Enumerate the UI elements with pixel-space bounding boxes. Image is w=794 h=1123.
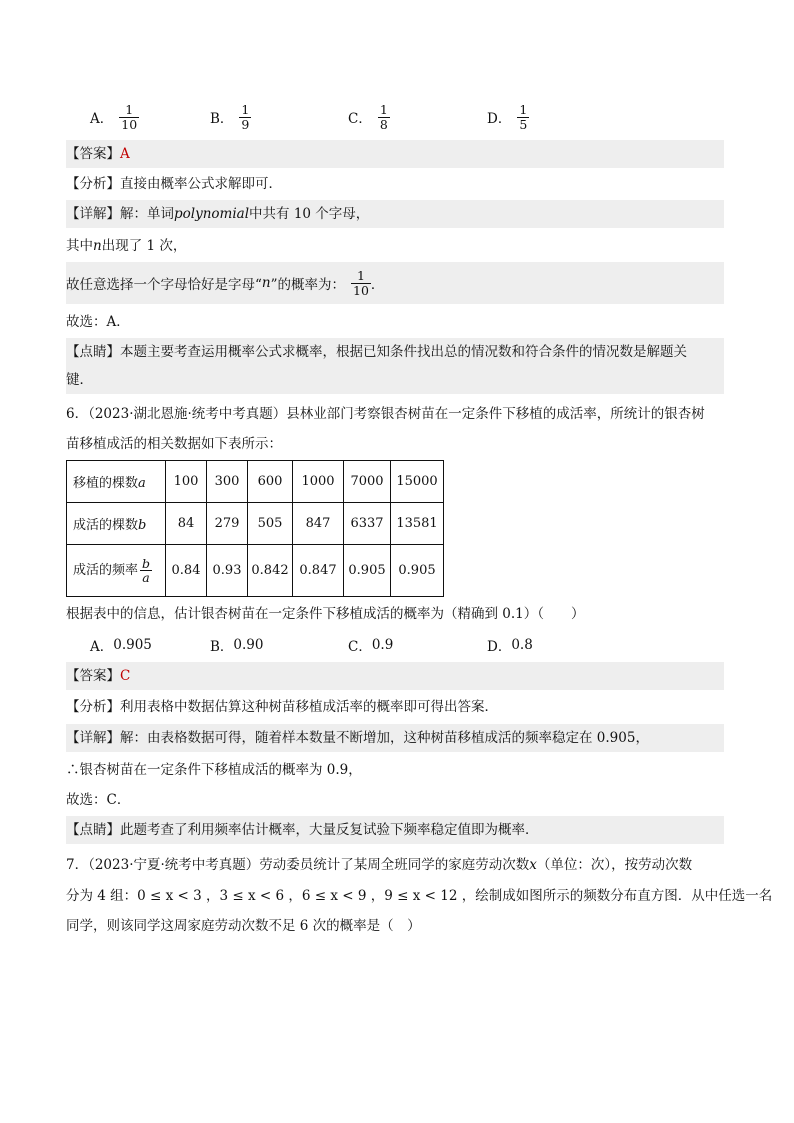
table-cell: 847 <box>293 503 344 545</box>
q6-data-table <box>66 460 444 597</box>
option-fraction: $\frac{1}{8}$ <box>379 102 388 132</box>
q5-analysis: 【分析】直接由概率公式求解即可． <box>66 176 282 192</box>
q6-options <box>90 628 730 662</box>
table-cell: 6337 <box>344 503 391 545</box>
table-cell: 505 <box>248 503 293 545</box>
q5-options <box>90 100 730 134</box>
table-cell: 1000 <box>293 461 344 503</box>
q6-stem-1: 6．（2023·湖北恩施·统考中考真题）县林业部门考察银杏树苗在一定条件下移植的成活率，所统计的银杏树 <box>66 406 705 422</box>
q5-option-d[interactable] <box>487 100 529 134</box>
table-cell: 0.905 <box>391 545 444 597</box>
q5-detail-1: 【详解】解：单词polynomial中共有 10 个字母， <box>66 200 724 228</box>
table-cell: 100 <box>166 461 207 503</box>
q6-detail-1: 【详解】解：由表格数据可得，随着样本数量不断增加，这种树苗移植成活的频率稳定在 0.905， <box>66 724 724 752</box>
q5-answer: 【答案】A <box>66 140 724 168</box>
q6-option-d[interactable]: D． 0.8 <box>487 637 533 655</box>
table-cell: 0.847 <box>293 545 344 597</box>
table-row <box>67 545 444 597</box>
table-cell: 0.905 <box>344 545 391 597</box>
q6-choose: 故选：C． <box>66 792 131 808</box>
q6-option-a[interactable]: A． 0.905 <box>90 637 152 655</box>
q7-stem-3: 同学，则该同学这周家庭劳动次数不足 6 次的概率是（ ） <box>66 918 421 934</box>
q6-question: 根据表中的信息，估计银杏树苗在一定条件下移植成活的概率为（精确到 0.1）（ ） <box>66 606 585 622</box>
row-header: 成活的棵数b <box>67 503 166 545</box>
table-row <box>67 461 444 503</box>
table-cell: 279 <box>207 503 248 545</box>
q6-stem-2: 苗移植成活的相关数据如下表所示： <box>66 436 282 452</box>
q6-detail-2: ∴银杏树苗在一定条件下移植成活的概率为 0.9， <box>66 762 362 778</box>
q6-answer: 【答案】C <box>66 662 724 690</box>
q6-comment: 【点睛】此题考查了利用频率估计概率，大量反复试验下频率稳定值即为概率． <box>66 816 724 844</box>
q5-option-c[interactable] <box>348 100 390 134</box>
q5-detail-2: 其中n出现了 1 次， <box>66 238 187 254</box>
table-cell: 0.93 <box>207 545 248 597</box>
row-header: 成活的频率 $\frac{b}{a}$ <box>67 545 166 597</box>
table-cell: 300 <box>207 461 248 503</box>
option-fraction: $\frac{1}{9}$ <box>241 102 250 132</box>
q6-analysis: 【分析】利用表格中数据估算这种树苗移植成活率的概率即可得出答案． <box>66 699 498 715</box>
table-cell: 0.84 <box>166 545 207 597</box>
option-letter: A． <box>90 111 114 127</box>
q7-stem-2: 分为 4 组：0 ≤ x < 3 ，3 ≤ x < 6 ，6 ≤ x < 9 ，9 ≤ x < 12 ，绘制成如图所示的频数分布直方图．从中任选一名 <box>66 888 773 904</box>
q5-comment-2: 键． <box>66 366 724 394</box>
table-cell: 600 <box>248 461 293 503</box>
q5-detail-3: 故任意选择一个字母恰好是字母“ n ”的概率为： $\frac{1}{10}$ ． <box>66 262 724 304</box>
table-cell: 0.842 <box>248 545 293 597</box>
q7-stem-1: 7．（2023·宁夏·统考中考真题）劳动委员统计了某周全班同学的家庭劳动次数x（单位：次），按劳动次数 <box>66 857 693 873</box>
q5-option-a[interactable] <box>90 100 139 134</box>
q6-option-b[interactable]: B． 0.90 <box>210 637 264 655</box>
q5-comment-1: 【点睛】本题主要考查运用概率公式求概率，根据已知条件找出总的情况数和符合条件的情况数是解题关 <box>66 338 724 366</box>
table-cell: 13581 <box>391 503 444 545</box>
option-fraction: $\frac{1}{5}$ <box>519 102 528 132</box>
table-cell: 84 <box>166 503 207 545</box>
option-letter: D． <box>487 111 512 127</box>
row-header: 移植的棵数a <box>67 461 166 503</box>
option-letter: B． <box>210 111 234 127</box>
table-row <box>67 503 444 545</box>
probability-fraction: $\frac{1}{10}$ <box>353 268 369 298</box>
option-fraction: $\frac{1}{10}$ <box>121 102 138 132</box>
q6-option-c[interactable]: C． 0.9 <box>348 637 394 655</box>
option-letter: C． <box>348 111 372 127</box>
q5-option-b[interactable] <box>210 100 251 134</box>
q5-choose: 故选：A． <box>66 314 130 330</box>
table-cell: 7000 <box>344 461 391 503</box>
table-cell: 15000 <box>391 461 444 503</box>
